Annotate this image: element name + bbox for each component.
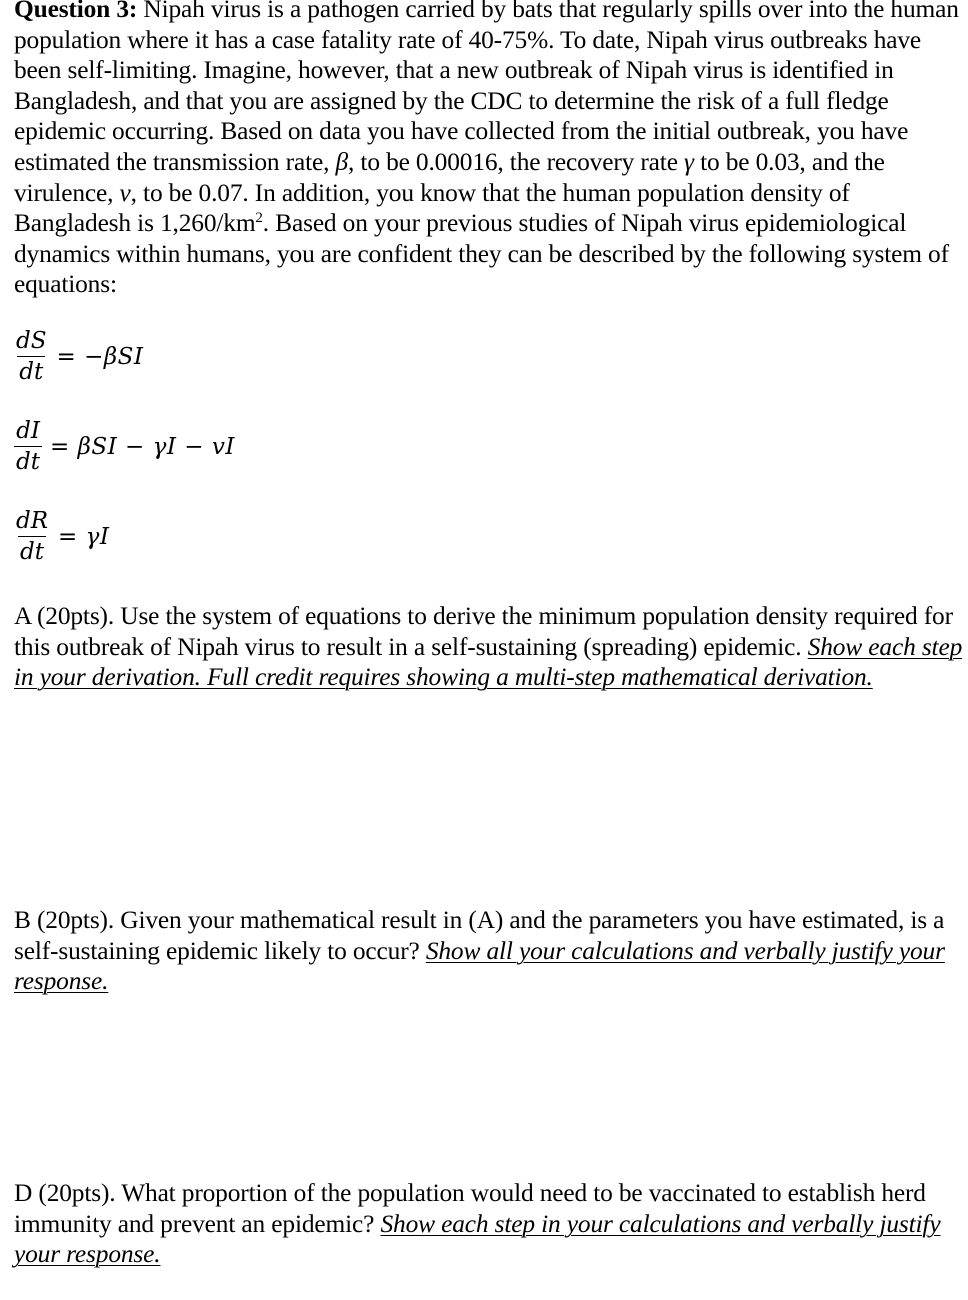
part-a <box>14 601 966 693</box>
fraction-numerator: dI <box>16 418 40 444</box>
equation-di-dt <box>14 418 235 475</box>
fraction <box>14 418 42 475</box>
intro-text-4: , to be 0.07. In addition, you know that the human population density of Bangladesh is 1,260/km <box>14 178 850 238</box>
part-b <box>14 905 966 997</box>
equation-rhs: = γI <box>58 523 110 550</box>
fraction-numerator: dS <box>16 328 47 354</box>
fraction-bar <box>18 536 46 537</box>
gamma-symbol: γ <box>684 147 694 176</box>
fraction-denominator: dt <box>16 449 40 476</box>
intro-text-3: to be 0.03, and the virulence, <box>14 147 885 207</box>
question-heading: Question 3: <box>14 0 138 23</box>
part-a-instruction: Show each step in your derivation. Full credit requires showing a multi-step mathematical derivation. <box>14 632 963 692</box>
intro-text-1: Nipah virus is a pathogen carried by bats that regularly spills over into the human population where it has a case fatality rate of 40-75%. To date, Nipah virus outbreaks have been self-limiting. Imagine, however, that a new outbreak of Nipah virus is identified in Bangladesh, and that you are assigned by the CDC to determine the risk of a full fledge epidemic occurring. Based on data you have collected from the initial outbreak, you have estimated the transmission rate, <box>14 0 959 176</box>
beta-symbol: β <box>335 147 349 176</box>
part-a-text: A (20pts). Use the system of equations to derive the minimum population density required for this outbreak of Nipah virus to result in a self-sustaining (spreading) epidemic. <box>14 602 953 661</box>
equation-ds-dt <box>14 328 143 385</box>
fraction-bar <box>14 446 42 447</box>
fraction-denominator: dt <box>19 359 44 386</box>
equation-rhs: = −βSI <box>56 343 144 370</box>
equation-rhs: = βSI − γI − vI <box>50 433 235 460</box>
fraction-bar <box>17 356 45 357</box>
part-d-text: D (20pts). What proportion of the population would need to be vaccinated to establish herd immunity and prevent an epidemic? <box>14 1179 926 1238</box>
squared-superscript: 2 <box>255 210 263 227</box>
fraction-denominator: dt <box>20 539 44 566</box>
equation-dr-dt <box>14 508 109 565</box>
fraction-numerator: dR <box>16 508 49 534</box>
part-d-instruction: Show each step in your calculations and verbally justify your response. <box>14 1209 941 1269</box>
nu-symbol: v <box>119 178 131 207</box>
part-b-instruction: Show all your calculations and verbally justify your response. <box>14 936 945 996</box>
intro-text-5: . Based on your previous studies of Nipah virus epidemiological dynamics within humans, you are confident they can be described by the following system of equations: <box>14 209 949 299</box>
intro-text-2: , to be 0.00016, the recovery rate <box>348 147 685 176</box>
part-b-text: B (20pts). Given your mathematical result in (A) and the parameters you have estimated, is a self-sustaining epidemic likely to occur? <box>14 906 945 965</box>
fraction <box>14 328 48 385</box>
part-d <box>14 1178 966 1270</box>
question-intro <box>14 0 966 300</box>
fraction <box>14 508 50 565</box>
